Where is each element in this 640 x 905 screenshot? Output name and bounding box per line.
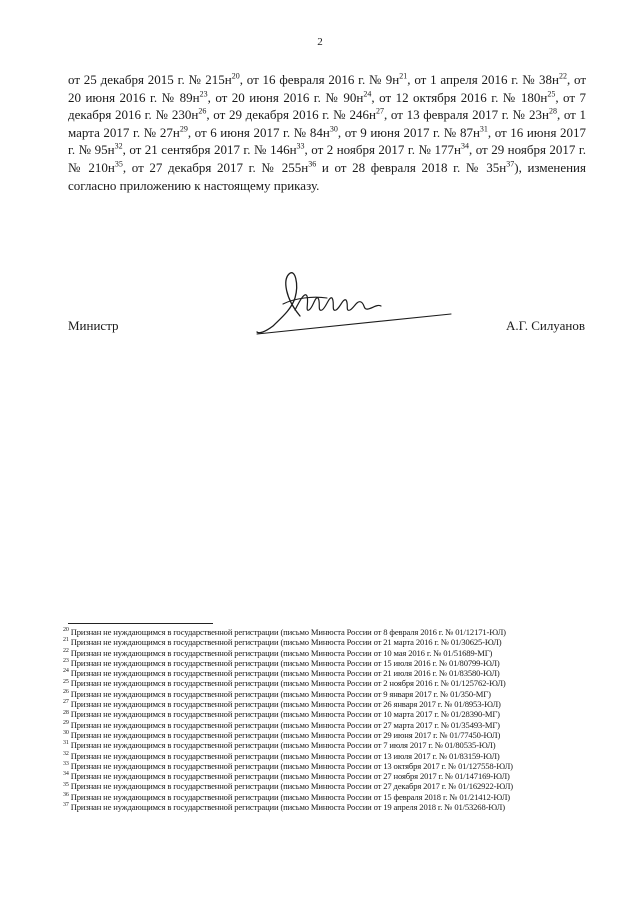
footnote-number: 28 — [63, 709, 69, 716]
footnote-number: 26 — [63, 688, 69, 695]
footnote-item — [63, 648, 603, 658]
body-text-run: , от 16 февраля 2016 г. № 9н — [239, 72, 400, 87]
body-paragraph — [68, 71, 586, 194]
footnote-ref: 23 — [199, 89, 208, 99]
footnote-ref: 20 — [231, 71, 240, 81]
body-text-run: от 25 декабря 2015 г. № 215н — [68, 72, 232, 87]
footnote-number: 24 — [63, 668, 69, 675]
footnote-number: 21 — [63, 637, 69, 644]
footnote-item — [63, 668, 603, 678]
footnote-number: 27 — [63, 699, 69, 706]
footnote-item — [63, 678, 603, 688]
footnote-text: Признан не нуждающимся в государственной регистрации (письмо Минюста России от 19 апреля 2018 г. № 01/53268-ЮЛ) — [70, 802, 505, 813]
body-text-run: и от 28 февраля 2018 г. № 35н — [316, 159, 507, 175]
footnote-ref: 25 — [547, 89, 556, 99]
footnote-item — [63, 761, 603, 771]
footnote-number: 33 — [63, 761, 69, 767]
footnote-ref: 36 — [308, 159, 317, 169]
footnote-ref: 26 — [198, 106, 207, 116]
body-text-run: , от 16 июня 2017 г. № 95н — [68, 124, 587, 158]
footnote-text: Признан не нуждающимся в государственной регистрации (письмо Минюста России от 10 марта 2017 г. № 01/28390-МГ) — [70, 709, 500, 720]
body-text-run: , от 1 марта 2017 г. № 27н — [68, 107, 587, 140]
footnote-text: Признан не нуждающимся в государственной регистрации (письмо Минюста России от 8 февраля 2016 г. № 01/12171-ЮЛ) — [70, 627, 506, 637]
footnote-text: Признан не нуждающимся в государственной регистрации (письмо Минюста России от 27 декабря 2017 г. № 01/162922-ЮЛ) — [70, 781, 513, 792]
body-text-run: , от 21 сентября 2017 г. № 146н — [122, 142, 297, 158]
body-text-run: , от 7 декабря 2016 г. № 230н — [68, 89, 586, 123]
footnote-item — [63, 740, 603, 750]
footnote-number: 25 — [63, 678, 69, 685]
body-text-run: , от 20 июня 2016 г. № 89н — [68, 72, 586, 105]
footnote-ref: 34 — [461, 142, 470, 152]
body-text-run: , от 27 декабря 2017 г. № 255н — [122, 159, 309, 175]
footnote-number: 31 — [63, 740, 69, 747]
body-text-run: , от 1 апреля 2016 г. № 38н — [407, 72, 559, 87]
footnote-text: Признан не нуждающимся в государственной регистрации (письмо Минюста России от 2 ноября 2016 г. № 01/125762-ЮЛ) — [70, 678, 506, 689]
footnote-item — [63, 720, 603, 730]
body-text-run: , от 2 ноября 2017 г. № 177н — [304, 142, 462, 158]
footnote-item — [63, 802, 603, 812]
body-text-run: , от 9 июня 2017 г. № 87н — [337, 124, 480, 140]
footnote-item — [63, 689, 603, 699]
body-text-run: , от 20 июня 2016 г. № 90н — [207, 89, 364, 105]
footnote-item — [63, 658, 603, 668]
footnote-number: 32 — [63, 750, 69, 757]
footnote-ref: 21 — [399, 71, 408, 81]
footnote-text: Признан не нуждающимся в государственной регистрации (письмо Минюста России от 15 февраля 2018 г. № 01/21412-ЮЛ) — [70, 791, 511, 802]
footnote-text: Признан не нуждающимся в государственной регистрации (письмо Минюста России от 15 июля 2016 г. № 01/80799-ЮЛ) — [70, 657, 500, 668]
footnote-ref: 30 — [329, 124, 338, 134]
footnote-text: Признан не нуждающимся в государственной регистрации (письмо Минюста России от 13 октября 2017 г. № 01/127558-ЮЛ) — [70, 760, 513, 771]
footnote-item — [63, 627, 603, 637]
footnote-number: 23 — [63, 658, 69, 665]
footnote-item — [63, 751, 603, 761]
signatory-role: Министр — [68, 318, 119, 333]
footnote-ref: 33 — [296, 142, 305, 152]
page-number: 2 — [317, 36, 323, 48]
body-text-run: ), изменения согласно приложению к настоящему приказу. — [68, 159, 586, 193]
footnote-item — [63, 792, 603, 802]
signatory-name: А.Г. Силуанов — [506, 318, 585, 333]
footnote-number: 30 — [63, 730, 69, 737]
footnote-number: 22 — [63, 647, 69, 654]
footnote-ref: 27 — [376, 106, 384, 116]
footnote-text: Признан не нуждающимся в государственной регистрации (письмо Минюста России от 21 июля 2016 г. № 01/83580-ЮЛ) — [70, 668, 500, 679]
footnote-number: 34 — [63, 771, 69, 778]
footnotes-list — [63, 627, 603, 812]
body-text-run: , от 13 февраля 2017 г. № 23н — [384, 107, 549, 123]
footnote-number: 37 — [63, 802, 69, 809]
footnote-ref: 32 — [114, 142, 123, 152]
body-text-run: , от 6 июня 2017 г. № 84н — [187, 124, 330, 140]
footnote-item — [63, 637, 603, 647]
footnote-ref: 31 — [479, 124, 488, 134]
body-text-run: , от 12 октября 2016 г. № 180н — [371, 89, 548, 105]
footnote-text: Признан не нуждающимся в государственной регистрации (письмо Минюста России от 27 ноября 2017 г. № 01/147169-ЮЛ) — [70, 771, 510, 782]
footnote-item — [63, 730, 603, 740]
footnote-number: 20 — [63, 627, 69, 634]
footnote-item — [63, 771, 603, 781]
footnote-text: Признан не нуждающимся в государственной регистрации (письмо Минюста России от 10 мая 2016 г. № 01/51689-МГ) — [70, 647, 493, 658]
signature-icon — [255, 268, 455, 338]
footnote-item — [63, 709, 603, 719]
footnote-text: Признан не нуждающимся в государственной регистрации (письмо Минюста России от 29 июня 2017 г. № 01/77450-ЮЛ) — [70, 729, 501, 740]
footnote-ref: 24 — [363, 89, 372, 99]
footnote-ref: 35 — [114, 159, 123, 169]
footnote-number: 29 — [63, 719, 69, 726]
footnote-text: Признан не нуждающимся в государственной регистрации (письмо Минюста России от 9 января 2017 г. № 01/350-МГ) — [70, 688, 491, 699]
body-text-run: , от 29 ноября 2017 г. № 210н — [68, 142, 586, 175]
footnote-divider — [68, 623, 213, 624]
footnote-text: Признан не нуждающимся в государственной регистрации (письмо Минюста России от 13 июля 2017 г. № 01/83159-ЮЛ) — [70, 750, 500, 761]
footnote-ref: 37 — [506, 159, 515, 169]
footnote-item — [63, 781, 603, 791]
footnote-ref: 29 — [179, 124, 188, 134]
footnote-ref: 28 — [548, 106, 557, 116]
footnote-ref: 22 — [558, 71, 567, 81]
footnote-text: Признан не нуждающимся в государственной регистрации (письмо Минюста России от 27 марта 2017 г. № 01/35493-МГ) — [70, 719, 500, 730]
footnote-text: Признан не нуждающимся в государственной регистрации (письмо Минюста России от 26 января 2017 г. № 01/8953-ЮЛ) — [70, 699, 501, 710]
footnote-text: Признан не нуждающимся в государственной регистрации (письмо Минюста России от 7 июля 2017 г. № 01/80535-ЮЛ) — [70, 740, 496, 751]
footnote-text: Признан не нуждающимся в государственной регистрации (письмо Минюста России от 21 марта 2016 г. № 01/30625-ЮЛ) — [70, 637, 502, 648]
footnote-number: 35 — [63, 781, 69, 788]
body-text-run: , от 29 декабря 2016 г. № 246н — [206, 107, 376, 123]
footnote-number: 36 — [63, 791, 69, 798]
footnote-item — [63, 699, 603, 709]
